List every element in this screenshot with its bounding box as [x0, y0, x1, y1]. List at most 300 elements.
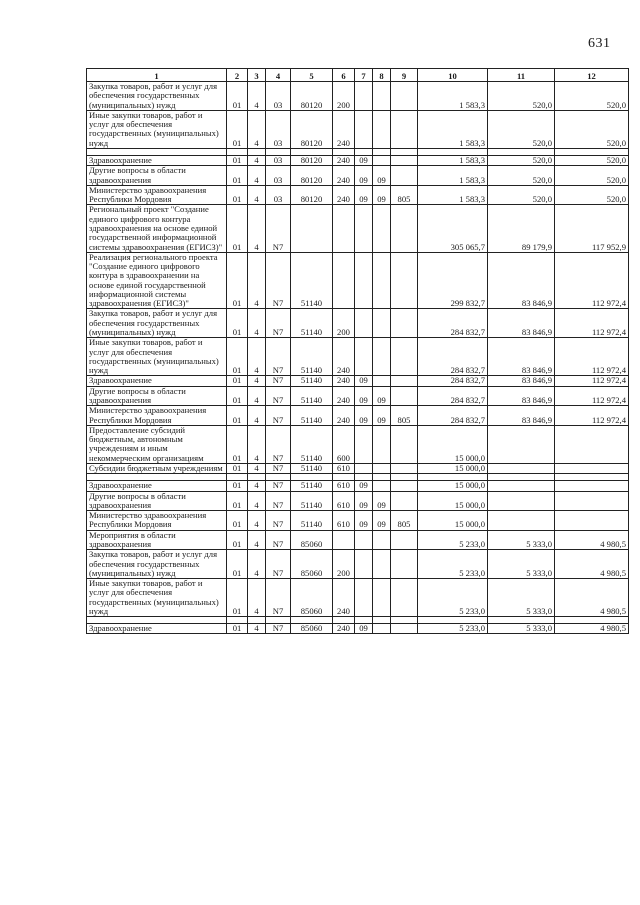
item-name-cell: Иные закупки товаров, работ и услуг для обеспечения государственных (муниципальных) нужд: [87, 110, 227, 148]
amount-year-1-cell: 284 832,7: [418, 338, 488, 376]
amount-year-3-cell: 112 972,4: [555, 376, 629, 386]
target-item-cell: 51140: [291, 425, 333, 463]
spacer-cell: [555, 617, 629, 624]
target-item-cell: 85060: [291, 579, 333, 617]
subprogram-code-cell: N7: [266, 252, 291, 309]
spacer-cell: [227, 148, 248, 155]
subprogram-code-cell: N7: [266, 376, 291, 386]
item-name-cell: Реализация регионального проекта "Создание единого цифрового контура в здравоохранении на основе единой государственной информационной системы здравоохранения (ЕГИСЗ)": [87, 252, 227, 309]
spacer-cell: [355, 148, 373, 155]
section-code-cell: 01: [227, 530, 248, 550]
division-cell: 09: [355, 491, 373, 511]
program-code-cell: 4: [248, 155, 266, 165]
item-name-cell: Министерство здравоохранения Республики Мордовия: [87, 511, 227, 531]
item-name-cell: Здравоохранение: [87, 481, 227, 491]
division-cell: 09: [355, 511, 373, 531]
division-cell: [355, 338, 373, 376]
expense-type-cell: [333, 530, 355, 550]
subprogram-code-cell: 03: [266, 166, 291, 186]
table-row: [87, 309, 629, 338]
section-code-cell: 01: [227, 386, 248, 406]
target-item-cell: [291, 205, 333, 252]
subdivision-cell: 09: [373, 166, 391, 186]
page-number: 631: [588, 36, 611, 51]
subprogram-code-cell: N7: [266, 624, 291, 634]
spacer-cell: [333, 617, 355, 624]
target-item-cell: 51140: [291, 309, 333, 338]
expense-type-cell: 240: [333, 406, 355, 426]
amount-year-2-cell: [488, 511, 555, 531]
program-code-cell: 4: [248, 579, 266, 617]
amount-year-2-cell: 520,0: [488, 82, 555, 111]
subdivision-cell: [373, 205, 391, 252]
amount-year-1-cell: 5 233,0: [418, 550, 488, 579]
spacer-cell: [373, 474, 391, 481]
target-item-cell: 80120: [291, 110, 333, 148]
expense-type-cell: 240: [333, 386, 355, 406]
target-item-cell: 85060: [291, 530, 333, 550]
spacer-cell: [87, 474, 227, 481]
spacer-cell: [418, 617, 488, 624]
section-code-cell: 01: [227, 205, 248, 252]
program-code-cell: 4: [248, 166, 266, 186]
table-row: [87, 166, 629, 186]
column-header: 4: [266, 69, 291, 82]
column-number-row: [87, 69, 629, 82]
section-code-cell: 01: [227, 624, 248, 634]
column-header: 12: [555, 69, 629, 82]
spacer-cell: [333, 474, 355, 481]
expense-type-cell: 610: [333, 463, 355, 473]
amount-year-3-cell: [555, 511, 629, 531]
expense-type-cell: 240: [333, 155, 355, 165]
spacer-cell: [291, 617, 333, 624]
target-item-cell: 51140: [291, 481, 333, 491]
spacer-cell: [373, 148, 391, 155]
column-header: 6: [333, 69, 355, 82]
amount-year-3-cell: 112 972,4: [555, 386, 629, 406]
program-code-cell: 4: [248, 624, 266, 634]
amount-year-1-cell: 305 065,7: [418, 205, 488, 252]
spacer-cell: [87, 148, 227, 155]
division-cell: 09: [355, 481, 373, 491]
program-code-cell: 4: [248, 309, 266, 338]
expense-type-cell: 200: [333, 550, 355, 579]
target-item-cell: 51140: [291, 491, 333, 511]
subprogram-code-cell: 03: [266, 82, 291, 111]
subdivision-cell: [373, 82, 391, 111]
program-code-cell: 4: [248, 252, 266, 309]
item-name-cell: Закупка товаров, работ и услуг для обеспечения государственных (муниципальных) нужд: [87, 82, 227, 111]
table-row: [87, 252, 629, 309]
spacer-cell: [248, 148, 266, 155]
ministry-code-cell: [391, 338, 418, 376]
section-code-cell: 01: [227, 376, 248, 386]
division-cell: [355, 205, 373, 252]
division-cell: 09: [355, 406, 373, 426]
amount-year-2-cell: 5 333,0: [488, 530, 555, 550]
amount-year-1-cell: 284 832,7: [418, 386, 488, 406]
amount-year-2-cell: 83 846,9: [488, 376, 555, 386]
division-cell: [355, 82, 373, 111]
ministry-code-cell: [391, 530, 418, 550]
spacer-cell: [291, 474, 333, 481]
table-row: [87, 624, 629, 634]
subdivision-cell: [373, 110, 391, 148]
target-item-cell: 80120: [291, 82, 333, 111]
division-cell: 09: [355, 166, 373, 186]
section-code-cell: 01: [227, 406, 248, 426]
target-item-cell: 51140: [291, 463, 333, 473]
amount-year-3-cell: 520,0: [555, 166, 629, 186]
amount-year-2-cell: 83 846,9: [488, 386, 555, 406]
amount-year-2-cell: 89 179,9: [488, 205, 555, 252]
item-name-cell: Здравоохранение: [87, 376, 227, 386]
ministry-code-cell: [391, 463, 418, 473]
column-header: 1: [87, 69, 227, 82]
spacer-row: [87, 148, 629, 155]
amount-year-2-cell: 520,0: [488, 155, 555, 165]
subdivision-cell: [373, 550, 391, 579]
amount-year-3-cell: 112 972,4: [555, 252, 629, 309]
section-code-cell: 01: [227, 425, 248, 463]
amount-year-1-cell: 5 233,0: [418, 579, 488, 617]
section-code-cell: 01: [227, 511, 248, 531]
target-item-cell: 51140: [291, 511, 333, 531]
expense-type-cell: 240: [333, 376, 355, 386]
ministry-code-cell: [391, 205, 418, 252]
table-row: [87, 185, 629, 205]
target-item-cell: 85060: [291, 550, 333, 579]
amount-year-3-cell: 4 980,5: [555, 550, 629, 579]
subprogram-code-cell: N7: [266, 463, 291, 473]
spacer-cell: [373, 617, 391, 624]
amount-year-1-cell: 1 583,3: [418, 110, 488, 148]
section-code-cell: 01: [227, 481, 248, 491]
ministry-code-cell: [391, 82, 418, 111]
amount-year-3-cell: 112 972,4: [555, 309, 629, 338]
column-header: 5: [291, 69, 333, 82]
amount-year-1-cell: 15 000,0: [418, 491, 488, 511]
program-code-cell: 4: [248, 481, 266, 491]
amount-year-1-cell: 299 832,7: [418, 252, 488, 309]
subdivision-cell: [373, 252, 391, 309]
spacer-cell: [248, 617, 266, 624]
item-name-cell: Другие вопросы в области здравоохранения: [87, 386, 227, 406]
subprogram-code-cell: N7: [266, 550, 291, 579]
column-header: 10: [418, 69, 488, 82]
subdivision-cell: [373, 309, 391, 338]
ministry-code-cell: 805: [391, 406, 418, 426]
spacer-cell: [266, 148, 291, 155]
subdivision-cell: 09: [373, 386, 391, 406]
ministry-code-cell: [391, 481, 418, 491]
table-row: [87, 530, 629, 550]
program-code-cell: 4: [248, 205, 266, 252]
section-code-cell: 01: [227, 185, 248, 205]
target-item-cell: 85060: [291, 624, 333, 634]
subdivision-cell: [373, 530, 391, 550]
amount-year-1-cell: 1 583,3: [418, 185, 488, 205]
amount-year-1-cell: 15 000,0: [418, 463, 488, 473]
spacer-cell: [355, 474, 373, 481]
amount-year-3-cell: 520,0: [555, 82, 629, 111]
table-body: [87, 82, 629, 634]
spacer-cell: [291, 148, 333, 155]
table-row: [87, 376, 629, 386]
section-code-cell: 01: [227, 252, 248, 309]
expense-type-cell: 240: [333, 624, 355, 634]
subprogram-code-cell: N7: [266, 338, 291, 376]
item-name-cell: Иные закупки товаров, работ и услуг для обеспечения государственных (муниципальных) нужд: [87, 338, 227, 376]
amount-year-2-cell: 5 333,0: [488, 624, 555, 634]
amount-year-1-cell: 1 583,3: [418, 166, 488, 186]
expense-type-cell: 240: [333, 110, 355, 148]
subdivision-cell: [373, 481, 391, 491]
subprogram-code-cell: 03: [266, 110, 291, 148]
spacer-cell: [87, 617, 227, 624]
spacer-row: [87, 474, 629, 481]
spacer-cell: [248, 474, 266, 481]
amount-year-3-cell: 520,0: [555, 155, 629, 165]
amount-year-3-cell: 4 980,5: [555, 530, 629, 550]
subprogram-code-cell: N7: [266, 579, 291, 617]
ministry-code-cell: [391, 624, 418, 634]
subprogram-code-cell: N7: [266, 481, 291, 491]
program-code-cell: 4: [248, 425, 266, 463]
table-row: [87, 205, 629, 252]
subprogram-code-cell: N7: [266, 406, 291, 426]
expense-type-cell: 600: [333, 425, 355, 463]
item-name-cell: Субсидии бюджетным учреждениям: [87, 463, 227, 473]
amount-year-2-cell: 520,0: [488, 110, 555, 148]
amount-year-1-cell: 284 832,7: [418, 406, 488, 426]
amount-year-3-cell: 520,0: [555, 185, 629, 205]
amount-year-2-cell: 5 333,0: [488, 579, 555, 617]
program-code-cell: 4: [248, 406, 266, 426]
ministry-code-cell: [391, 309, 418, 338]
table-row: [87, 491, 629, 511]
table-row: [87, 82, 629, 111]
program-code-cell: 4: [248, 511, 266, 531]
section-code-cell: 01: [227, 82, 248, 111]
subdivision-cell: 09: [373, 511, 391, 531]
program-code-cell: 4: [248, 491, 266, 511]
spacer-cell: [555, 474, 629, 481]
spacer-cell: [488, 474, 555, 481]
target-item-cell: 51140: [291, 338, 333, 376]
item-name-cell: Закупка товаров, работ и услуг для обеспечения государственных (муниципальных) нужд: [87, 550, 227, 579]
target-item-cell: 51140: [291, 406, 333, 426]
ministry-code-cell: [391, 425, 418, 463]
subdivision-cell: 09: [373, 185, 391, 205]
division-cell: 09: [355, 185, 373, 205]
amount-year-3-cell: 112 972,4: [555, 406, 629, 426]
amount-year-2-cell: 83 846,9: [488, 406, 555, 426]
spacer-cell: [488, 148, 555, 155]
amount-year-2-cell: 83 846,9: [488, 338, 555, 376]
subprogram-code-cell: N7: [266, 491, 291, 511]
section-code-cell: 01: [227, 166, 248, 186]
division-cell: 09: [355, 155, 373, 165]
spacer-cell: [391, 474, 418, 481]
ministry-code-cell: [391, 252, 418, 309]
table-row: [87, 425, 629, 463]
program-code-cell: 4: [248, 185, 266, 205]
spacer-cell: [355, 617, 373, 624]
item-name-cell: Здравоохранение: [87, 155, 227, 165]
expense-type-cell: 240: [333, 166, 355, 186]
subdivision-cell: [373, 155, 391, 165]
division-cell: [355, 252, 373, 309]
expense-type-cell: 200: [333, 309, 355, 338]
spacer-cell: [488, 617, 555, 624]
table-row: [87, 579, 629, 617]
table-row: [87, 406, 629, 426]
amount-year-2-cell: [488, 491, 555, 511]
item-name-cell: Другие вопросы в области здравоохранения: [87, 491, 227, 511]
ministry-code-cell: [391, 110, 418, 148]
expense-type-cell: 610: [333, 511, 355, 531]
subdivision-cell: 09: [373, 491, 391, 511]
column-header: 2: [227, 69, 248, 82]
section-code-cell: 01: [227, 550, 248, 579]
table-row: [87, 386, 629, 406]
item-name-cell: Региональный проект "Создание единого цифрового контура здравоохранения на основе единой государственной информационной системы здравоохранения (ЕГИСЗ)": [87, 205, 227, 252]
ministry-code-cell: 805: [391, 185, 418, 205]
subdivision-cell: [373, 624, 391, 634]
column-header: 11: [488, 69, 555, 82]
amount-year-1-cell: 5 233,0: [418, 624, 488, 634]
amount-year-2-cell: [488, 481, 555, 491]
amount-year-2-cell: 83 846,9: [488, 252, 555, 309]
amount-year-3-cell: 520,0: [555, 110, 629, 148]
expense-type-cell: 200: [333, 82, 355, 111]
subprogram-code-cell: N7: [266, 511, 291, 531]
program-code-cell: 4: [248, 530, 266, 550]
column-header: 8: [373, 69, 391, 82]
spacer-cell: [391, 617, 418, 624]
subdivision-cell: [373, 376, 391, 386]
target-item-cell: 51140: [291, 252, 333, 309]
expense-type-cell: 240: [333, 185, 355, 205]
amount-year-1-cell: 5 233,0: [418, 530, 488, 550]
division-cell: 09: [355, 386, 373, 406]
target-item-cell: 80120: [291, 155, 333, 165]
amount-year-1-cell: 15 000,0: [418, 511, 488, 531]
table-row: [87, 463, 629, 473]
amount-year-2-cell: [488, 463, 555, 473]
amount-year-2-cell: 83 846,9: [488, 309, 555, 338]
spacer-cell: [227, 617, 248, 624]
item-name-cell: Закупка товаров, работ и услуг для обеспечения государственных (муниципальных) нужд: [87, 309, 227, 338]
target-item-cell: 51140: [291, 376, 333, 386]
section-code-cell: 01: [227, 338, 248, 376]
amount-year-2-cell: 520,0: [488, 185, 555, 205]
ministry-code-cell: 805: [391, 511, 418, 531]
column-header: 9: [391, 69, 418, 82]
program-code-cell: 4: [248, 110, 266, 148]
amount-year-1-cell: 1 583,3: [418, 155, 488, 165]
amount-year-2-cell: [488, 425, 555, 463]
ministry-code-cell: [391, 579, 418, 617]
amount-year-3-cell: [555, 491, 629, 511]
spacer-cell: [266, 474, 291, 481]
spacer-cell: [418, 474, 488, 481]
subdivision-cell: [373, 425, 391, 463]
spacer-cell: [418, 148, 488, 155]
subprogram-code-cell: 03: [266, 155, 291, 165]
amount-year-3-cell: 4 980,5: [555, 579, 629, 617]
item-name-cell: Другие вопросы в области здравоохранения: [87, 166, 227, 186]
target-item-cell: 80120: [291, 166, 333, 186]
division-cell: [355, 110, 373, 148]
section-code-cell: 01: [227, 309, 248, 338]
amount-year-2-cell: 520,0: [488, 166, 555, 186]
amount-year-3-cell: 117 952,9: [555, 205, 629, 252]
spacer-cell: [266, 617, 291, 624]
amount-year-3-cell: [555, 425, 629, 463]
amount-year-1-cell: 284 832,7: [418, 376, 488, 386]
program-code-cell: 4: [248, 338, 266, 376]
amount-year-1-cell: 15 000,0: [418, 425, 488, 463]
subdivision-cell: 09: [373, 406, 391, 426]
spacer-cell: [227, 474, 248, 481]
subprogram-code-cell: 03: [266, 185, 291, 205]
division-cell: [355, 579, 373, 617]
program-code-cell: 4: [248, 376, 266, 386]
subprogram-code-cell: N7: [266, 309, 291, 338]
section-code-cell: 01: [227, 155, 248, 165]
table-row: [87, 511, 629, 531]
subprogram-code-cell: N7: [266, 425, 291, 463]
spacer-row: [87, 617, 629, 624]
item-name-cell: Предоставление субсидий бюджетным, автономным учреждениям и иным некоммерческим организациям: [87, 425, 227, 463]
expense-type-cell: 610: [333, 491, 355, 511]
section-code-cell: 01: [227, 491, 248, 511]
item-name-cell: Министерство здравоохранения Республики Мордовия: [87, 406, 227, 426]
amount-year-1-cell: 1 583,3: [418, 82, 488, 111]
subdivision-cell: [373, 463, 391, 473]
division-cell: 09: [355, 624, 373, 634]
ministry-code-cell: [391, 376, 418, 386]
amount-year-3-cell: [555, 463, 629, 473]
ministry-code-cell: [391, 491, 418, 511]
item-name-cell: Здравоохранение: [87, 624, 227, 634]
subprogram-code-cell: N7: [266, 205, 291, 252]
table-row: [87, 155, 629, 165]
subdivision-cell: [373, 579, 391, 617]
expense-type-cell: 240: [333, 338, 355, 376]
program-code-cell: 4: [248, 550, 266, 579]
target-item-cell: 51140: [291, 386, 333, 406]
table-row: [87, 110, 629, 148]
expense-type-cell: 240: [333, 579, 355, 617]
item-name-cell: Министерство здравоохранения Республики Мордовия: [87, 185, 227, 205]
section-code-cell: 01: [227, 463, 248, 473]
expense-type-cell: [333, 205, 355, 252]
amount-year-3-cell: 4 980,5: [555, 624, 629, 634]
subdivision-cell: [373, 338, 391, 376]
division-cell: [355, 550, 373, 579]
subprogram-code-cell: N7: [266, 386, 291, 406]
spacer-cell: [333, 148, 355, 155]
amount-year-1-cell: 15 000,0: [418, 481, 488, 491]
target-item-cell: 80120: [291, 185, 333, 205]
ministry-code-cell: [391, 155, 418, 165]
budget-table: [86, 68, 629, 634]
division-cell: [355, 309, 373, 338]
